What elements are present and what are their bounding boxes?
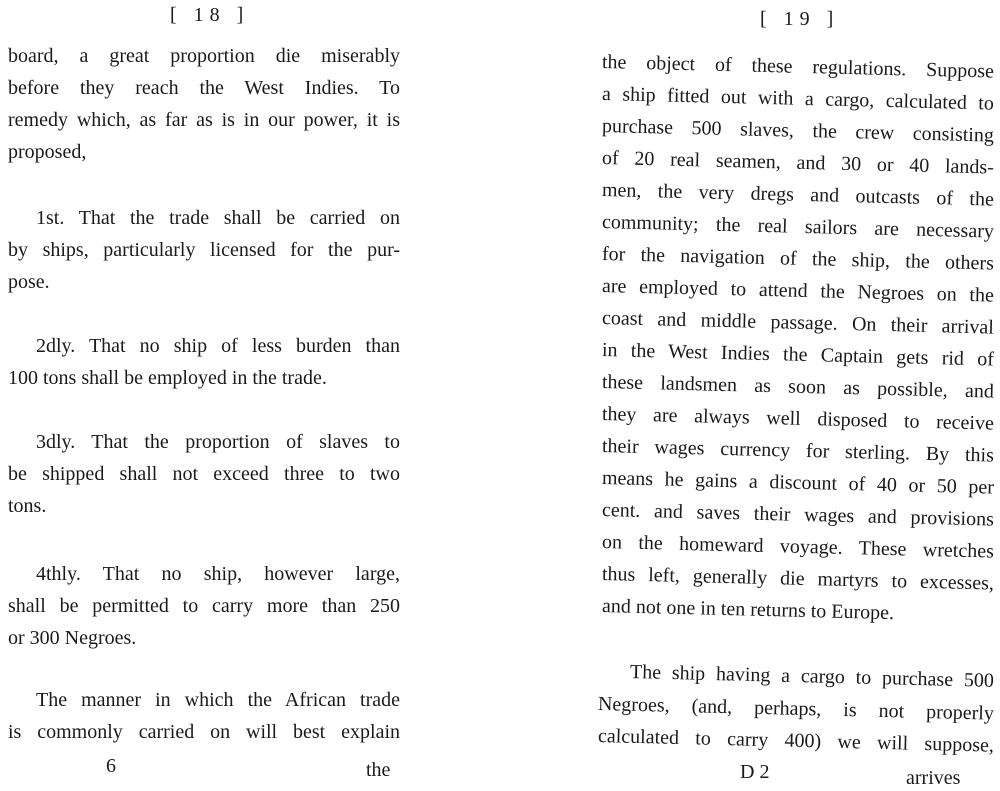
right-page-number: [ 19 ]: [760, 8, 840, 30]
right-text-line: thus left, generally die martyrs to excesses,: [601, 563, 995, 595]
right-text-line: men, the very dregs and outcasts of the: [601, 179, 995, 211]
left-text-line: or 300 Negroes.: [8, 627, 137, 649]
right-text-line: in the West Indies the Captain gets rid of: [601, 339, 995, 371]
right-text-line: their wages currency for sterling. By this: [601, 435, 995, 467]
left-catchword: the: [366, 759, 391, 781]
left-text-line: 100 tons shall be employed in the trade.: [8, 367, 327, 389]
right-text-line: the object of these regulations. Suppose: [601, 51, 995, 83]
left-text-line: by ships, particularly licensed for the pur-: [8, 239, 400, 261]
left-text-line: is commonly carried on will best explain: [8, 721, 400, 743]
left-page: [0, 0, 420, 791]
right-text-line: means he gains a discount of 40 or 50 per: [601, 467, 995, 499]
right-text-line: on the homeward voyage. These wretches: [601, 531, 995, 563]
right-text-line: a ship fitted out with a cargo, calculated to: [601, 83, 995, 115]
right-text-line: community; the real sailors are necessary: [601, 211, 995, 243]
left-signature-mark: 6: [106, 755, 116, 777]
right-page: [570, 0, 1000, 791]
right-text-line: and not one in ten returns to Europe.: [601, 595, 895, 625]
right-text-line: of 20 real seamen, and 30 or 40 lands-: [601, 147, 995, 179]
right-text-line: coast and middle passage. On their arrival: [601, 307, 995, 339]
left-text-line: The manner in which the African trade: [36, 689, 400, 711]
left-text-line: pose.: [8, 271, 50, 293]
right-text-line: cent. and saves their wages and provisions: [601, 499, 995, 531]
right-text-line: calculated to carry 400) we will suppose,: [597, 725, 995, 757]
left-text-line: proposed,: [8, 141, 87, 163]
right-text-line: they are always well disposed to receive: [601, 403, 995, 435]
right-text-line: The ship having a cargo to purchase 500: [629, 661, 995, 692]
right-catchword: arrives: [906, 767, 961, 789]
left-text-line: before they reach the West Indies. To: [8, 77, 400, 99]
left-text-line: be shipped shall not exceed three to two: [8, 463, 400, 485]
left-text-line: 2dly. That no ship of less burden than: [36, 335, 400, 357]
right-signature-mark: D 2: [740, 761, 770, 783]
left-text-line: 1st. That the trade shall be carried on: [36, 207, 400, 229]
book-gutter: [470, 0, 530, 791]
left-text-line: 4thly. That no ship, however large,: [36, 563, 400, 585]
right-text-line: for the navigation of the ship, the others: [601, 243, 995, 275]
right-text-line: are employed to attend the Negroes on the: [601, 275, 995, 307]
left-text-line: board, a great proportion die miserably: [8, 45, 400, 67]
left-text-line: tons.: [8, 495, 47, 517]
left-text-line: 3dly. That the proportion of slaves to: [36, 431, 400, 453]
right-text-line: purchase 500 slaves, the crew consisting: [601, 115, 995, 147]
right-text-line: Negroes, (and, perhaps, is not properly: [597, 693, 995, 725]
left-text-line: shall be permitted to carry more than 250: [8, 595, 400, 617]
left-page-number: [ 18 ]: [170, 4, 250, 26]
right-text-line: these landsmen as soon as possible, and: [601, 371, 995, 403]
left-text-line: remedy which, as far as is in our power, it is: [8, 109, 400, 131]
